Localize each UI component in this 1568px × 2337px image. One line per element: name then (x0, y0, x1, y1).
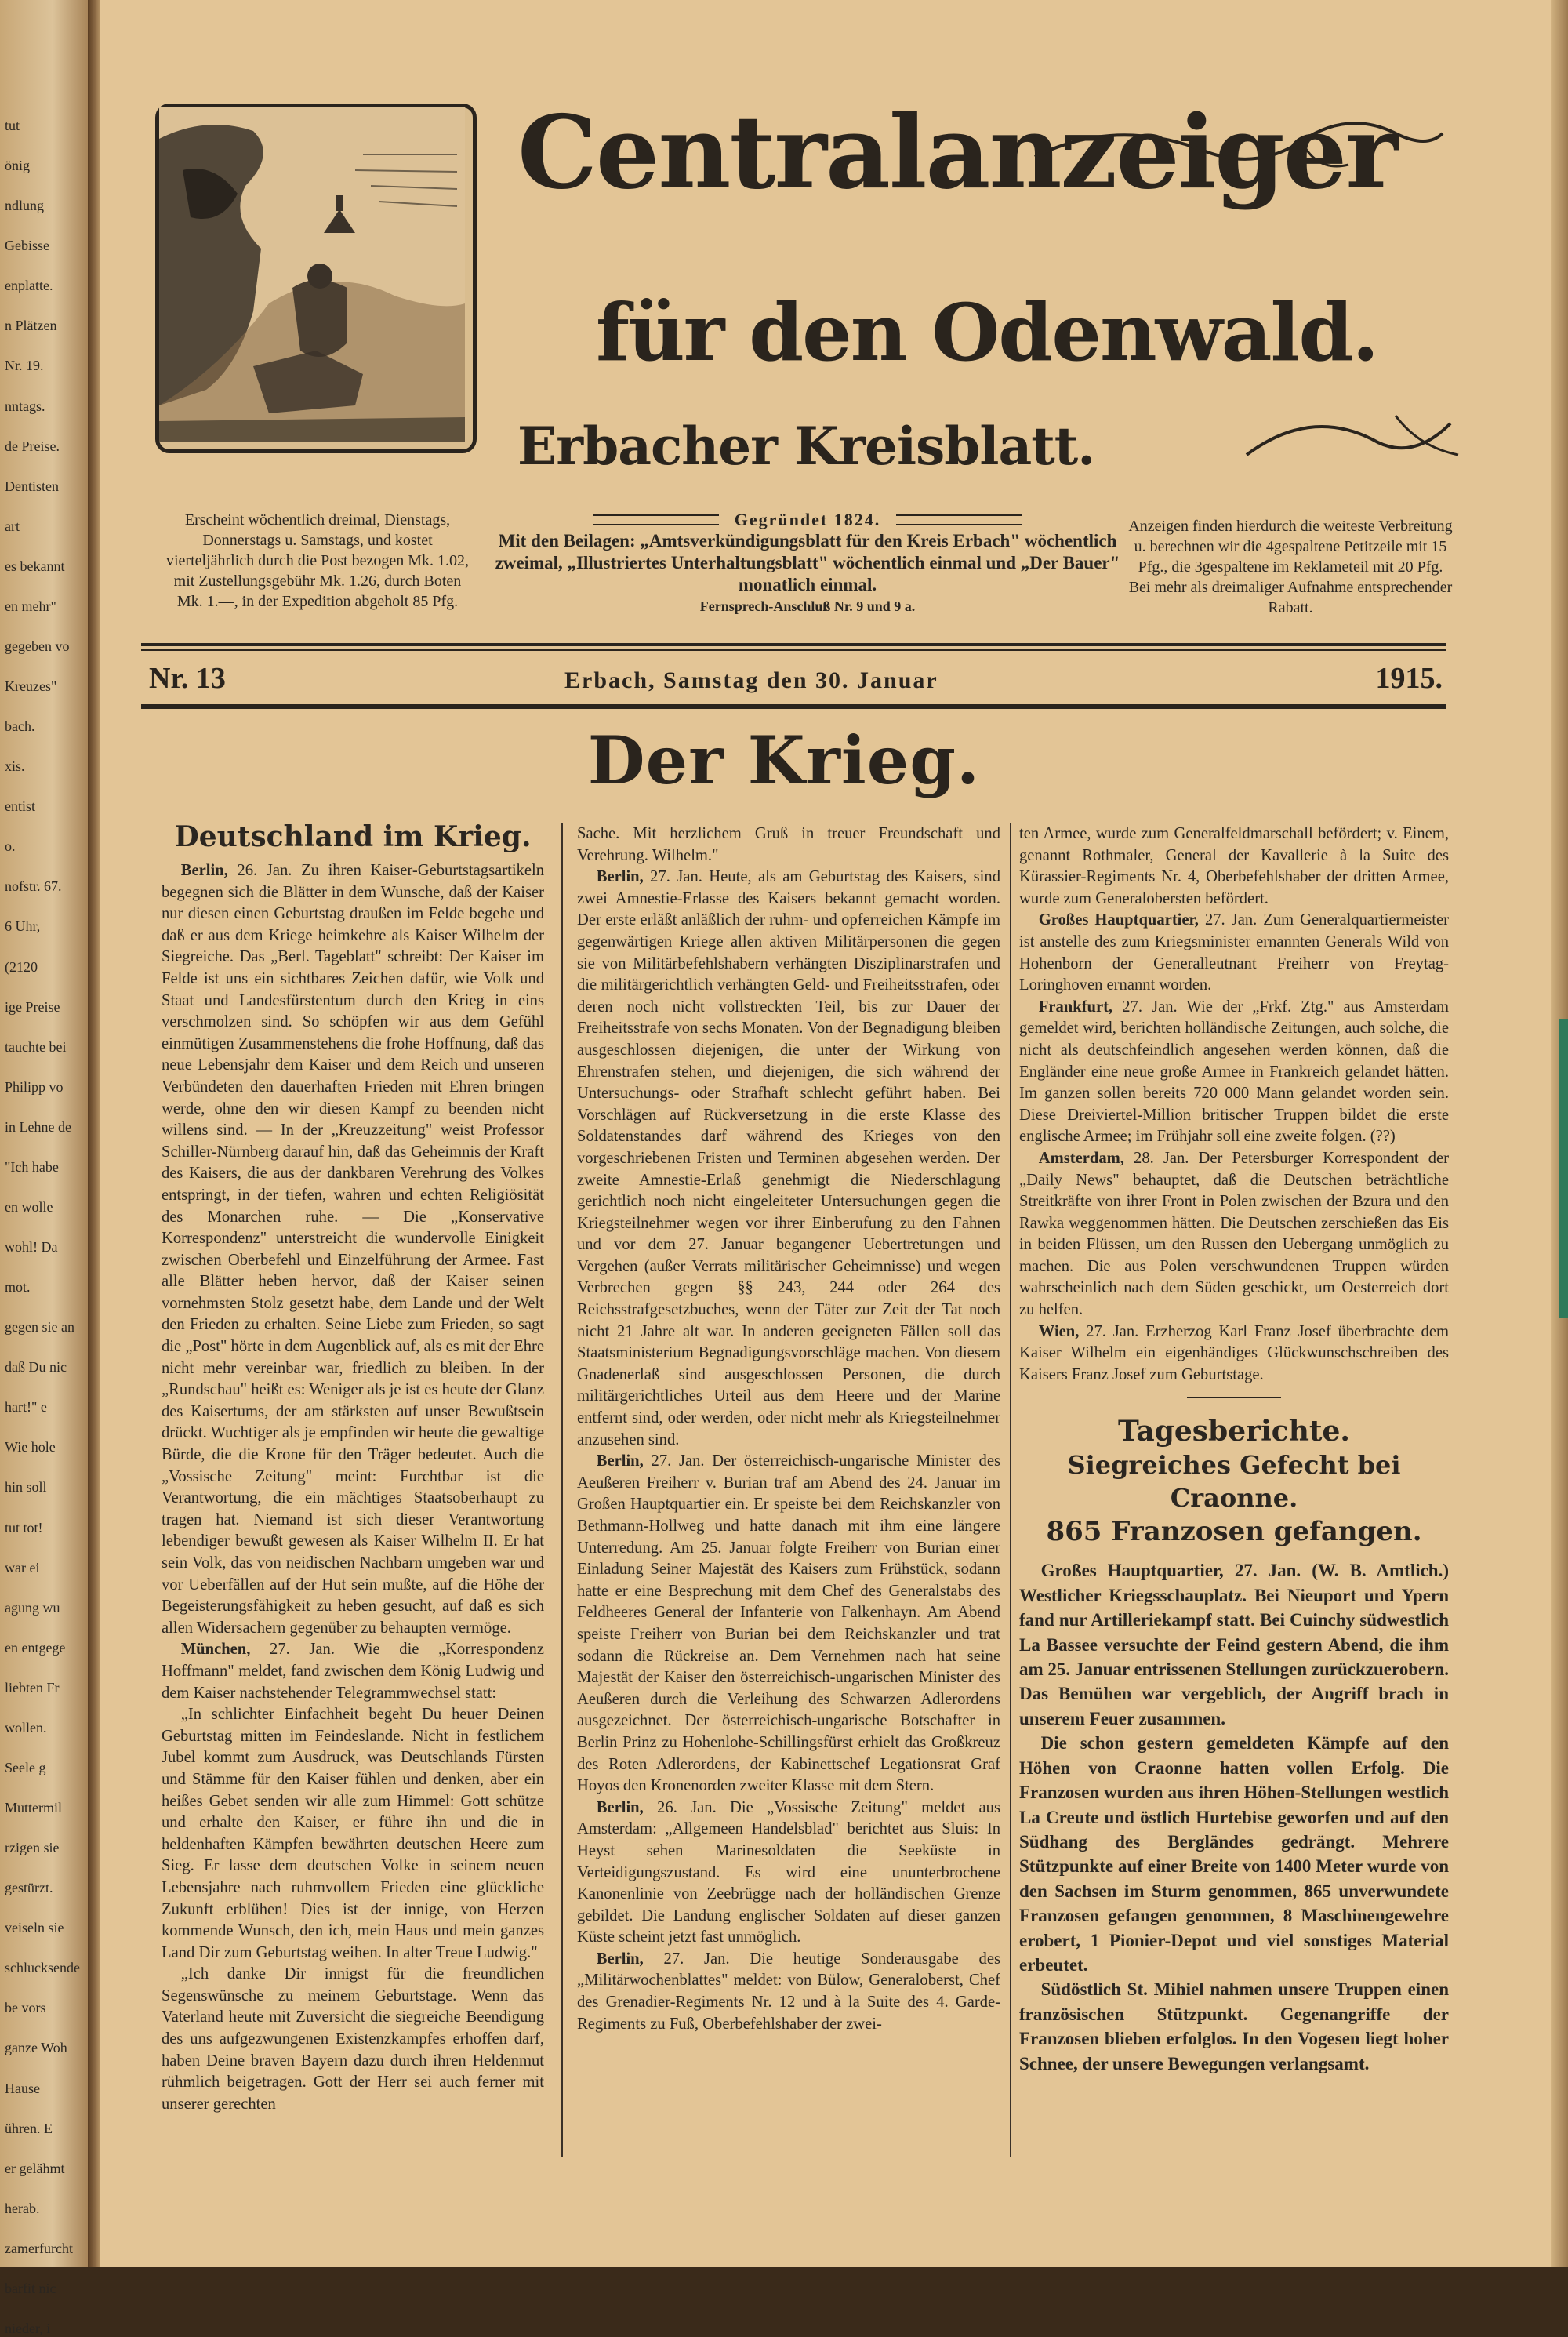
dateline-place: Wien, (1038, 1322, 1080, 1340)
dateline-place: Berlin, (596, 1798, 644, 1816)
previous-page-fragment: entist (5, 798, 35, 815)
daily-reports-subtitle: Siegreiches Gefecht bei Craonne. (1067, 1450, 1401, 1514)
previous-page-fragment: ganze Woh (5, 2040, 67, 2056)
landscape-illustration (159, 107, 465, 442)
previous-page-fragment: önig (5, 158, 31, 174)
masthead-subtitle: für den Odenwald. (596, 286, 1378, 379)
article-paragraph: ten Armee, wurde zum Generalfeldmarschall befördert; v. Einem, genannt Rothmaler, General der Kavallerie à la Suite des Kürassier-Regiments Nr. 4, Oberbefehlshaber der dritten Armee, wurde zum Generalobersten befördert. (1019, 825, 1449, 907)
column-divider (561, 823, 563, 2157)
previous-page-fragment: Gebisse (5, 238, 49, 254)
masthead-illustration (155, 104, 477, 453)
telegram-paragraph: „In schlichter Einfachheit begeht Du heuer Deinen Geburtstag mitten im Feindeslande. Nicht in festlichem Jubel kommt zum Ausdruck, was Deutschlands Fürsten und Stämme für den Kaiser fühlen und denken, aber ein heißes Gebet senden wir alle zum Himmel: Gott schütze und erhalte den Kaiser, er führe ihn und die in heldenhaften Kämpfen bewährten deutschen Heere zum Sieg. Er lasse dem deutschen Volke in seinem neuen Lebensjahre nach ruhmvollem Frieden eine glückliche Zukunft erblühen! Dies ist der innige, von Herzen kommende Wunsch, den ich, mein Haus und mein ganzes Land Dir zum Geburtstag weihen. In alter Treue Ludwig." (162, 1706, 544, 1961)
previous-page-fragment: tut (5, 118, 20, 133)
subscription-info: Erscheint wöchentlich dreimal, Dienstags, Donnerstags u. Samstags, und kostet vierteljährlich durch die Post bezogen Mk. 1.02, mit Zustellungsgebühr Mk. 1.26, durch Boten Mk. 1.—, in der Expedition abgeholt 85 Pfg. (165, 511, 469, 610)
previous-page-fragment: tauchte bei (5, 1038, 67, 1055)
previous-page-fragment: hart!" e (5, 1399, 47, 1416)
previous-page-fragment: Kreuzes" (5, 678, 57, 694)
previous-page-fragment: Philipp vo (5, 1078, 64, 1095)
dateline-place: Amsterdam, (1038, 1149, 1124, 1167)
previous-page-fragment: in Lehne de (5, 1118, 71, 1135)
supplements-line: Mit den Beilagen: „Amtsverkündigungsblatt für den Kreis Erbach" wöchentlich zweimal, „Illustriertes Unterhaltungsblatt" wöchentlich einmal und „Der Bauer" monatlich einmal. (495, 531, 1120, 594)
header-rule-top (141, 643, 1446, 646)
masthead-title: Centralanzeiger (517, 94, 1397, 212)
previous-page-fragment: er gelähmt (5, 2160, 65, 2176)
daily-report-text (1019, 1558, 1449, 2076)
ornamental-rule (896, 514, 1022, 525)
article-paragraph (1019, 1558, 1449, 1731)
paragraph-text: 27. Jan. (W. B. Amtlich.) Westlicher Kriegsschauplatz. Bei Nieuport und Ypern fand nur Artilleriekampf statt. Bei Cuinchy südwestlich La Bassee versuchte der Feind gestern Abend, die ihm am 25. Januar entrissenen Stellungen zurückzuerobern. Das Bemühen war vergeblich, der Angriff brach in unserem Feuer zusammen. (1019, 1561, 1450, 1728)
flourish-ornament (1019, 102, 1458, 196)
paragraph-text: 27. Jan. Erzherzog Karl Franz Josef überbrachte dem Kaiser Wilhelm ein eigenhändiges Glückwunschschreiben des Kaisers Franz Josef zum Geburtstage. (1019, 1322, 1449, 1383)
article-paragraph (1019, 1321, 1449, 1387)
previous-page-fragment: Muttermil (5, 1800, 62, 1815)
previous-page-fragment: en entgege (5, 1639, 66, 1656)
article-paragraph (1019, 997, 1449, 1148)
article-paragraph: Sache. Mit herzlichem Gruß in treuer Freundschaft und Verehrung. Wilhelm." (577, 825, 1000, 864)
previous-page-fragment: wollen. (5, 1719, 47, 1735)
dateline (141, 661, 1443, 700)
phone-line: Fernsprech-Anschluß Nr. 9 und 9 a. (699, 598, 916, 614)
paragraph-text: 27. Jan. Heute, als am Geburtstag des Kaisers, sind zwei Amnestie-Erlasse des Kaisers bekannt gemacht worden. Der erste erläßt anläßlich der ruhm- und opferreichen Kämpfe im gegenwärtigen Kriege allen aktiven Militärpersonen die gegen sie von Militärbefehlshabern verhängten Disziplinarstrafen und die militärgerichtlich verhängten Geld- und Freiheitsstrafen, oder deren noch nicht vollstreckten Teil, bis zur Dauer der Freiheitsstrafe von sechs Monaten. Von der Begnadigung bleiben ausgeschlossen diejenigen, die unter der Wirkung von Ehrenstrafen stehen, und diejenigen, die sich während der Untersuchungs- oder Strafhaft schlecht geführt haben. Bei Vorschlägen auf Rückversetzung in die erste Klasse des Soldatenstandes darf während des Krieges von den vorgeschriebenen Fristen und Terminen abgesehen werden. Der zweite Amnestie-Erlaß genehmigt die Niederschlagung gerichtlich noch nicht eingeleiteter Untersuchungen gegen die Kriegsteilnehmer wegen vor ihrer Einberufung zu den Fahnen und vor dem 27. Januar begangener Uebertretungen und Vergehen (außer Verrats militärischer Geheimnisse) und wegen Verbrechen gegen §§ 243, 244 oder 264 des Reichsstrafgesetzbuches, wenn der Täter zur Zeit der Tat noch nicht 21 Jahre alt war. In anderen geeigneten Fällen soll das Staatsministerium Begnadigungsvorschläge machen. Von diesem Gnadenerlaß sind ausgeschlossen Personen, die durch militärgerichtliches Urteil aus dem Heere und der Marine entfernt sind, oder werden, oder nicht mehr als Kriegsteilnehmer anzusehen sind. (577, 868, 1000, 1448)
issue-number: Nr. 13 (149, 662, 226, 695)
article-paragraph (577, 1451, 1000, 1797)
previous-page-fragment: (2120 (5, 958, 38, 975)
previous-page-fragment: art (5, 518, 20, 534)
article-column-1 (162, 820, 544, 2184)
previous-page-fragment: wohl! Da (5, 1239, 58, 1255)
previous-page-fragment: de Preise. (5, 438, 60, 454)
previous-page-fragment: "Ich habe (5, 1158, 59, 1175)
previous-page-fragment: nofstr. 67. (5, 878, 62, 895)
previous-page-fragment: enplatte. (5, 278, 53, 294)
header-rule-top-thin (141, 649, 1446, 651)
paragraph-text: 26. Jan. Zu ihren Kaiser-Geburtstagsartikeln begegnen sich die Blätter in dem Wunsche, daß der Kaiser nur diesen einen Geburtstag draußen im Felde begehe und daß er aus dem Kriege heimkehre als Kaiser Wilhelm der Siegreiche. Das „Berl. Tageblatt" schreibt: Der Kaiser im Felde ist uns ein sichtbares Zeichen dafür, wie Volk und Staat und Landesfürstentum durch den Krieg in eins verschmolzen sind. So schöpfen wir aus dem Gefühl einmütigen Zusammenstehens die frohe Hoffnung, daß das neue Lebensjahr dem Kaiser und dem Reich und unseren Verbündeten den dauerhaften Frieden mit Ehren bringen werde, ohne den wir diesen Kampf zu beenden nicht willens sind. — In der „Kreuzzeitung" weist Professor Schiller-Nürnberg darauf hin, daß das Geheimnis der Kraft des Kaisers, die aus der dankbaren Verehrung des Volkes entspringt, in der tiefen, wahren und echten Religiösität des Monarchen ruhe. — Die „Konservative Korrespondenz" unterstreicht die wundervolle Einigkeit zwischen Oberbefehl und Einzelführung der Armee. Fast alle Blätter heben hervor, daß der Kaiser seinen vornehmsten Stolz gesetzt habe, dem Lande und der Welt den Frieden zu erhalten. Seine Liebe zum Frieden, so sagt die „Post" hörte in dem Augenblick auf, als es mit der Ehre nicht mehr vereinbar war, friedlich zu bleiben. In der „Rundschau" heißt es: Weniger als je ist es heute der Glanz des Kaisertums, der am stärksten auf unser Bewußtsein drückt. Wuchtiger als je empfinden wir heute die gewaltige Bürde, die die Krone für den Träger bedeutet. Auch die „Vossische Zeitung" meint: Furchtbar ist die Verantwortung, die ein mächtiges Staatsoberhaupt zu tragen hat. Niemand ist sich dieser Verantwortung lebendiger bewußt gewesen als Kaiser Wilhelm II. Er hat sein Volk, das von neidischen Nachbarn umgeben war und vor Ueberfällen auf der Hut sein mußte, auf die Höhe der Begeisterungsfähigkeit zu heben gesucht, auf daß es sich allen Widersachern gegenüber zu behaupten vermöge. (162, 862, 545, 1637)
previous-page-fragment: zamerfurcht (5, 2240, 73, 2256)
ornamental-rule (593, 514, 719, 525)
previous-page-fragment: xis. (5, 758, 25, 775)
article-column-2 (577, 823, 1000, 2188)
dateline-place: Großes Hauptquartier, (1038, 911, 1199, 929)
header-rule-bottom (141, 704, 1446, 709)
daily-reports-subtitle: 865 Franzosen gefangen. (1046, 1516, 1422, 1548)
previous-page-fragment: nntags. (5, 398, 45, 414)
previous-page-fragment: herab. (5, 2200, 40, 2216)
previous-page-fragment: tut tot! (5, 1519, 43, 1536)
previous-page-fragment: veiseln sie (5, 1920, 64, 1936)
previous-page-fragment: daß Du nic (5, 1359, 67, 1376)
previous-page-fragment: Dentisten (5, 478, 59, 494)
paragraph-text: 27. Jan. Zum Generalquartiermeister ist anstelle des zum Kriegsminister ernannten Generals Wild von Hohenborn der Generalleutnant Freiherr von Freytag-Loringhoven ernannt worden. (1019, 911, 1449, 994)
article-column-3 (1019, 823, 1449, 2188)
daily-reports-title: Tagesberichte. (1118, 1415, 1350, 1448)
previous-page-fragment: be vors (5, 2000, 46, 2016)
previous-page-fragment: nieder, i (5, 2320, 51, 2336)
previous-page-fragment: schlucksende (5, 1960, 80, 1976)
previous-page-fragment: ndlung (5, 198, 45, 214)
previous-page-fragment: Nr. 19. (5, 358, 44, 374)
dateline-place: Großes Hauptquartier, (1040, 1561, 1224, 1581)
previous-page-fragment: o. (5, 838, 16, 855)
dateline-place: Berlin, (596, 868, 644, 886)
previous-page-fragment: ige Preise (5, 998, 60, 1015)
section-heading: Deutschland im Krieg. (174, 820, 532, 853)
previous-page-fragment: Seele g (5, 1759, 46, 1775)
previous-page-edge (0, 0, 90, 2336)
article-paragraph (1019, 1148, 1449, 1321)
telegram-paragraph: „Ich danke Dir innigst für die freundlichen Segenswünsche zu meinem Geburtstage. Wenn das Vaterland heute mit Zuversicht die siegreiche Beendigung des uns aufgezwungenen Existenzkampfes erhoffen darf, haben Deine braven Bayern dazu durch ihren Heldenmut rühmlich beigetragen. Gott der Herr sei auch ferner mit unserer gerechten (162, 1965, 544, 2113)
advertising-info: Anzeigen finden hierdurch die weiteste Verbreitung u. berechnen wir die 4gespaltene Petitzeile mit 15 Pfg., die 3gespaltene im Reklameteil mit 20 Pfg. Bei mehr als dreimaliger Aufnahme entsprechender Rabatt. (1128, 518, 1453, 616)
previous-page-fragment: war ei (5, 1559, 40, 1576)
column-divider (1010, 823, 1011, 2157)
previous-page-fragment: ühren. E (5, 2120, 53, 2136)
previous-page-fragment: n Plätzen (5, 318, 57, 334)
dateline-place: Berlin, (596, 1452, 644, 1470)
paragraph-text: 28. Jan. Der Petersburger Korrespondent der „Daily News" behauptet, daß die Deutschen beträchtliche Streitkräfte von ihrer Front in Polen zwischen der Bzura und den Rawka weggenommen hätten. Die Deutschen zerschießen das Eis in beiden Flüssen, um den Russen den Uebergang unmöglich zu machen. Die aus Polen verschwundenen Truppen würden wahrscheinlich nach dem Süden geschickt, um Oesterreich dort zu helfen. (1019, 1149, 1449, 1319)
article-paragraph (577, 1797, 1000, 1949)
daily-reports-block (1019, 1414, 1449, 1549)
article-paragraph (162, 1639, 544, 1704)
article-paragraph (577, 1949, 1000, 2035)
paragraph-text: 26. Jan. Die „Vossische Zeitung" meldet aus Amsterdam: „Allgemeen Handelsblad" berichtet aus Sluis: In Heyst sehen Marinesoldaten die Seeküste in Verteidigungszustand. Es wird eine ununterbrochene Kanonenlinie von Zeebrügge nach der holländischen Grenze gebildet. Die Landung englischer Soldaten auf dieser ganzen Küste scheint jetzt fast unmöglich. (577, 1798, 1000, 1946)
dateline-place: Berlin, (596, 1950, 644, 1968)
founded-line: Gegründet 1824. (734, 510, 881, 529)
paragraph-text: 27. Jan. Wie die „Korrespondenz Hoffmann" meldet, fand zwischen dem König Ludwig und dem Kaiser nachstehender Telegrammwechsel statt: (162, 1641, 544, 1702)
book-gutter (88, 0, 100, 2267)
short-rule (1187, 1397, 1281, 1398)
previous-page-fragment: rzigen sie (5, 1840, 60, 1856)
publication-info (486, 510, 1129, 616)
dateline-place: München, (180, 1641, 251, 1659)
previous-page-fragment: en mehr" (5, 598, 56, 614)
dateline-place: Berlin, (180, 862, 228, 879)
previous-page-fragment: es bekannt (5, 558, 65, 574)
previous-page-fragment: gegeben vo (5, 638, 70, 654)
previous-page-fragment: en wolle (5, 1198, 53, 1215)
previous-page-fragment: bach. (5, 718, 35, 735)
article-paragraph: Südöstlich St. Mihiel nahmen unsere Truppen einen französischen Stützpunkt. Gegenangriffe der Franzosen blieben erfolglos. In den Vogesen liegt hoher Schnee, der unsere Bewegungen verlangsamt. (1019, 1979, 1449, 2073)
previous-page-fragment: gegen sie an (5, 1319, 74, 1336)
paragraph-text: 27. Jan. Die heutige Sonderausgabe des „Militärwochenblattes" meldet: von Bülow, Generaloberst, Chef des Grenadier-Regiments Nr. 12 und à la Suite des 4. Garde-Regiments zu Fuß, Oberbefehlshaber der zwei- (577, 1950, 1000, 2033)
year: 1915. (1375, 662, 1443, 695)
masthead-kreisblatt: Erbacher Kreisblatt. (517, 416, 1095, 477)
previous-page-fragment: Wie hole (5, 1439, 56, 1456)
previous-page-fragment: barfit nic (5, 2280, 56, 2296)
article-paragraph (1019, 910, 1449, 996)
previous-page-fragment: hin soll (5, 1479, 47, 1496)
dateline-place: Frankfurt, (1038, 998, 1113, 1016)
previous-page-fragment: agung wu (5, 1599, 60, 1616)
previous-page-fragment: gestürzt. (5, 1880, 53, 1896)
paragraph-text: 27. Jan. Wie der „Frkf. Ztg." aus Amsterdam gemeldet wird, berichten holländische Zeitungen, auch solche, die nicht als deutschfeindlich angesehen werden können, daß die Engländer eine neue große Armee in Frankreich gelandet hätten. Im ganzen sollen bereits 720 000 Mann gelandet worden sein. Diese Dreiviertel-Million britischer Truppen bildet die erste englische Armee; im Frühjahr soll eine zweite folgen. (??) (1019, 998, 1449, 1146)
previous-page-fragment: Hause (5, 2080, 40, 2096)
previous-page-fragment: 6 Uhr, (5, 918, 41, 935)
article-paragraph (162, 860, 544, 1639)
paragraph-text: 27. Jan. Der österreichisch-ungarische Minister des Aeußeren Freiherr v. Burian traf am Abend des 24. Januar im Großen Hauptquartier ein. Er speiste bei dem Reichskanzler von Bethmann-Hollweg und hatte danach mit ihm eine längere Unterredung. Am 25. Januar folgte Freiherr von Burian einer Einladung Seiner Majestät des Kaisers zum Frühstück, sodann hatte er eine Besprechung mit dem Chef des Generalstabs des Feldheeres General der Infanterie von Falkenhayn. Am Abend speiste Freiherr von Burian bei dem Reichskanzler und trat sodann die Rückreise an. Dem Vernehmen nach hat seine Majestät der Kaiser den österreichisch-ungarischen Minister des Aeußeren durch die Verleihung des Schwarzen Adlerordens ausgezeichnet. Der österreichisch-ungarische Botschafter in Berlin Prinz zu Hohenlohe-Schillingsfürst erhielt das Großkreuz des Roten Adlerordens, der Kabinettschef Legationsrat Graf Hoyos den Kronenorden zweiter Klasse mit dem Stern. (577, 1452, 1000, 1795)
article-paragraph: Die schon gestern gemeldeten Kämpfe auf den Höhen von Craonne hatten vollen Erfolg. Die Franzosen wurden aus ihren Höhen-Stellungen westlich La Creute und östlich Hurtebise geworfen und auf den Südhang des Bergländes gedrängt. Mehrere Stützpunkte auf einer Breite von 1400 Meter wurde von den Sachsen im Sturm genommen, 865 unverwundete Franzosen gefangen genommen, 8 Maschinengewehre erobert, 1 Pionier-Depot und viel sonstiges Material erbeutet. (1019, 1733, 1449, 1975)
bookmark-tab (1559, 1019, 1568, 1318)
place-and-date: Erbach, Samstag den 30. Januar (564, 667, 938, 693)
previous-page-fragment: liebten Fr (5, 1679, 60, 1696)
article-paragraph (577, 867, 1000, 1451)
page-headline: Der Krieg. (587, 721, 981, 799)
flourish-ornament (1239, 392, 1474, 478)
previous-page-fragment: mot. (5, 1279, 31, 1296)
